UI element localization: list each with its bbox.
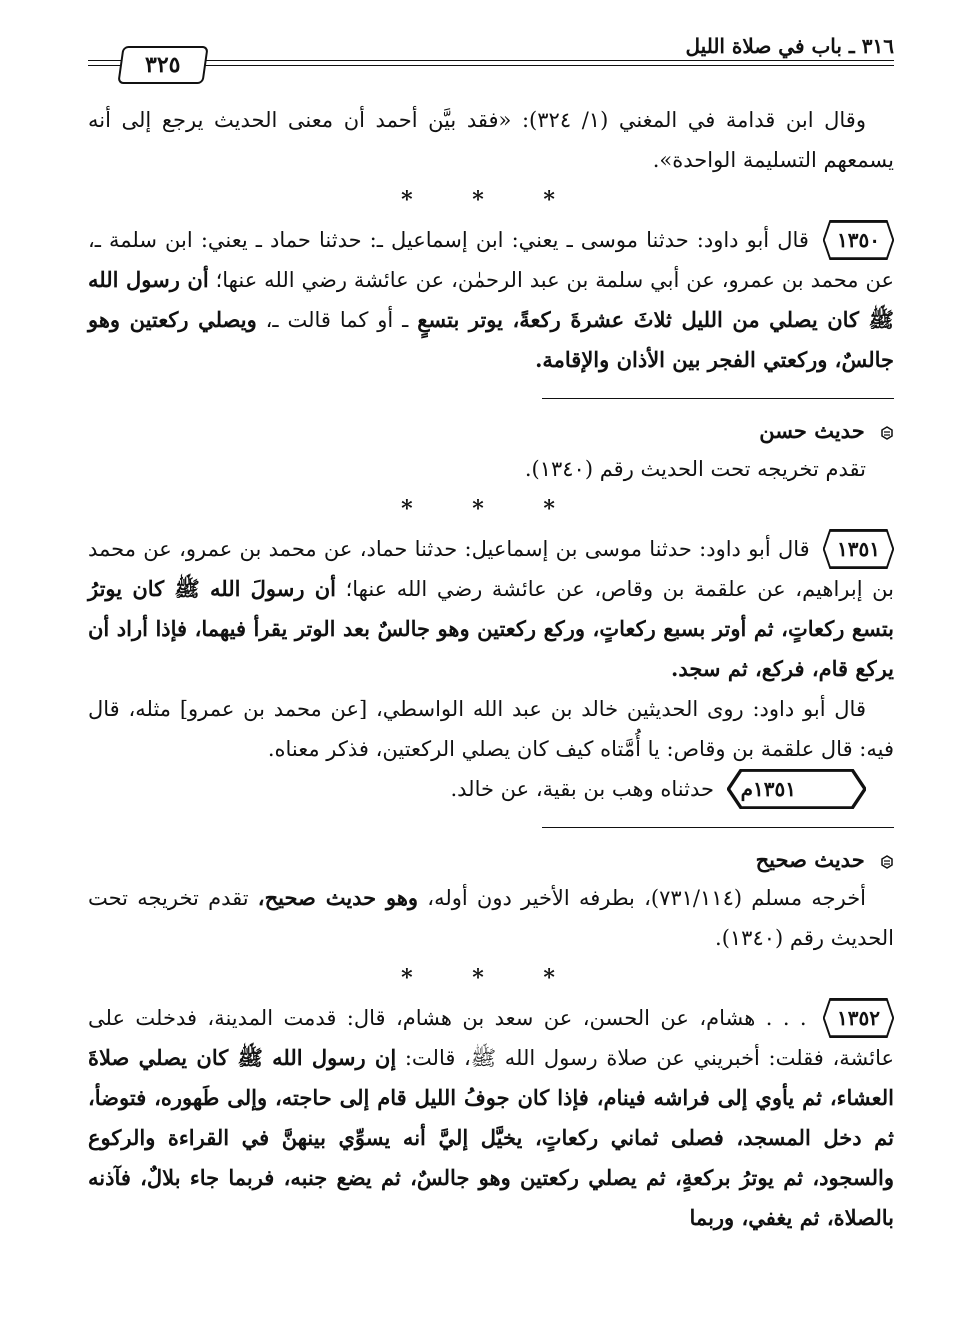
isnad-text: . . . هشام، عن الحسن، عن سعد بن هشام، قال: قدمت المدينة، فدخلت على عائشة، فقلت: أخبريني عن صلاة رسول الله ﷺ، قالت: [88, 1006, 894, 1070]
page-content [88, 100, 894, 1238]
hadith-number-badge [823, 529, 894, 569]
hadith-number: ١٣٥١ [837, 537, 880, 561]
page [88, 0, 894, 1343]
takhrij-part: تقدم تخريجه تحت الحديث رقم (١٣٤٠). [88, 886, 894, 950]
ornament-icon [880, 855, 894, 869]
hadith-1351m [88, 769, 894, 809]
grade-label: حديث حسن [759, 418, 865, 443]
header-rule [88, 60, 894, 61]
grade-label: حديث صحيح [755, 847, 865, 872]
grade-heading [88, 413, 894, 449]
takhrij-text [88, 878, 894, 958]
hadith-1351 [88, 529, 894, 689]
page-number-badge [117, 46, 208, 84]
matn-text: أن رسولَ الله ﷺ كان يوترُ بتسع ركعاتٍ، ثم أوتر بسبع ركعاتٍ، وركع ركعتين وهو جالسٌ بعد الوتر يقرأ فيهما، فإذا أراد أن يركع قام، فركع، ثم سجد. [88, 576, 894, 681]
separator-stars: * * * [401, 496, 581, 522]
paragraph: وقال ابن قدامة في المغني (١/ ٣٢٤): «فقد بيَّن أحمد أن معنى الحديث يرجع إلى أنه يسمعهم التسليمة الواحدة». [88, 108, 894, 172]
hadith-number-badge [823, 220, 894, 260]
section-divider [542, 827, 894, 828]
grade-heading [88, 842, 894, 878]
abu-dawud-note: قال أبو داود: روى الحديثين خالد بن عبد الله الواسطي، [عن محمد بن عمرو] مثله، قال فيه: قال علقمة بن وقاص: يا أُمَّتاه كيف كان يصلي الركعتين، فذكر معناه. [88, 697, 894, 761]
narrator-note: ـ أو كما قالت ـ، [265, 308, 409, 332]
hadith-1352 [88, 998, 894, 1238]
hadith-number: ١٣٥٢ [837, 1006, 880, 1030]
running-head-title: ٣١٦ ـ باب في صلاة الليل [685, 34, 894, 58]
isnad-text: قال أبو داود: حدثنا موسى بن إسماعيل: حدثنا حماد، عن محمد بن عمرو، عن محمد بن إبراهيم، عن علقمة بن وقاص، عن عائشة رضي الله عنها؛ [88, 537, 894, 601]
takhrij-part: أخرجه مسلم (٧٣١/١١٤)، بطرفه الأخير دون أوله، [427, 886, 867, 910]
isnad-text: حدثناه وهب بن بقية، عن خالد. [450, 777, 714, 801]
ornament-icon [880, 426, 894, 440]
matn-text: ويصلي ركعتين وهو جالسٌ، وركعتي الفجر بين الأذان والإقامة. [88, 307, 894, 372]
separator-stars: * * * [401, 187, 581, 213]
separator-stars: * * * [401, 965, 581, 991]
section-divider [542, 398, 894, 399]
page-number: ٣٢٥ [145, 52, 181, 78]
header-rule [88, 65, 894, 66]
hadith-number: ١٣٥٠ [837, 228, 880, 252]
isnad-text: قال أبو داود: حدثنا موسى ـ يعني: ابن إسماعيل ـ: حدثنا حماد ـ يعني: ابن سلمة ـ، عن محمد بن عمرو، عن أبي سلمة بن عبد الرحمٰن، عن عائشة رضي الله عنها؛ [88, 228, 894, 292]
takhrij-verdict: وهو حديث صحيح، [257, 885, 419, 910]
running-head [88, 34, 894, 78]
matn-text: أن رسول الله ﷺ كان يصلي من الليل ثلاثَ عشرةَ ركعةً، يوتر بتسعٍ [88, 267, 894, 332]
hadith-number: ١٣٥١م [740, 777, 796, 801]
takhrij-text: تقدم تخريجه تحت الحديث رقم (١٣٤٠). [524, 457, 866, 481]
hadith-1350 [88, 220, 894, 380]
hadith-number-badge [727, 769, 866, 809]
matn-text: إن رسول الله ﷺ كان يصلي صلاةَ العشاء، ثم يأوي إلى فراشه فينام، فإذا كان جوفُ الليل قام إلى حاجته، وإلى طَهوره، فتوضأ، ثم دخل المسجد، فصلى ثماني ركعاتٍ، يخيَّل إليَّ أنه يسوِّي بينهنَّ في القراءة والركوع والسجود، ثم يوترُ بركعةٍ، ثم يصلي ركعتين وهو جالسٌ، ثم يضع جنبه، فربما جاء بلالٌ، فآذنه بالصلاة، ثم يغفي، وربما [88, 1045, 894, 1230]
hadith-number-badge [823, 998, 894, 1038]
